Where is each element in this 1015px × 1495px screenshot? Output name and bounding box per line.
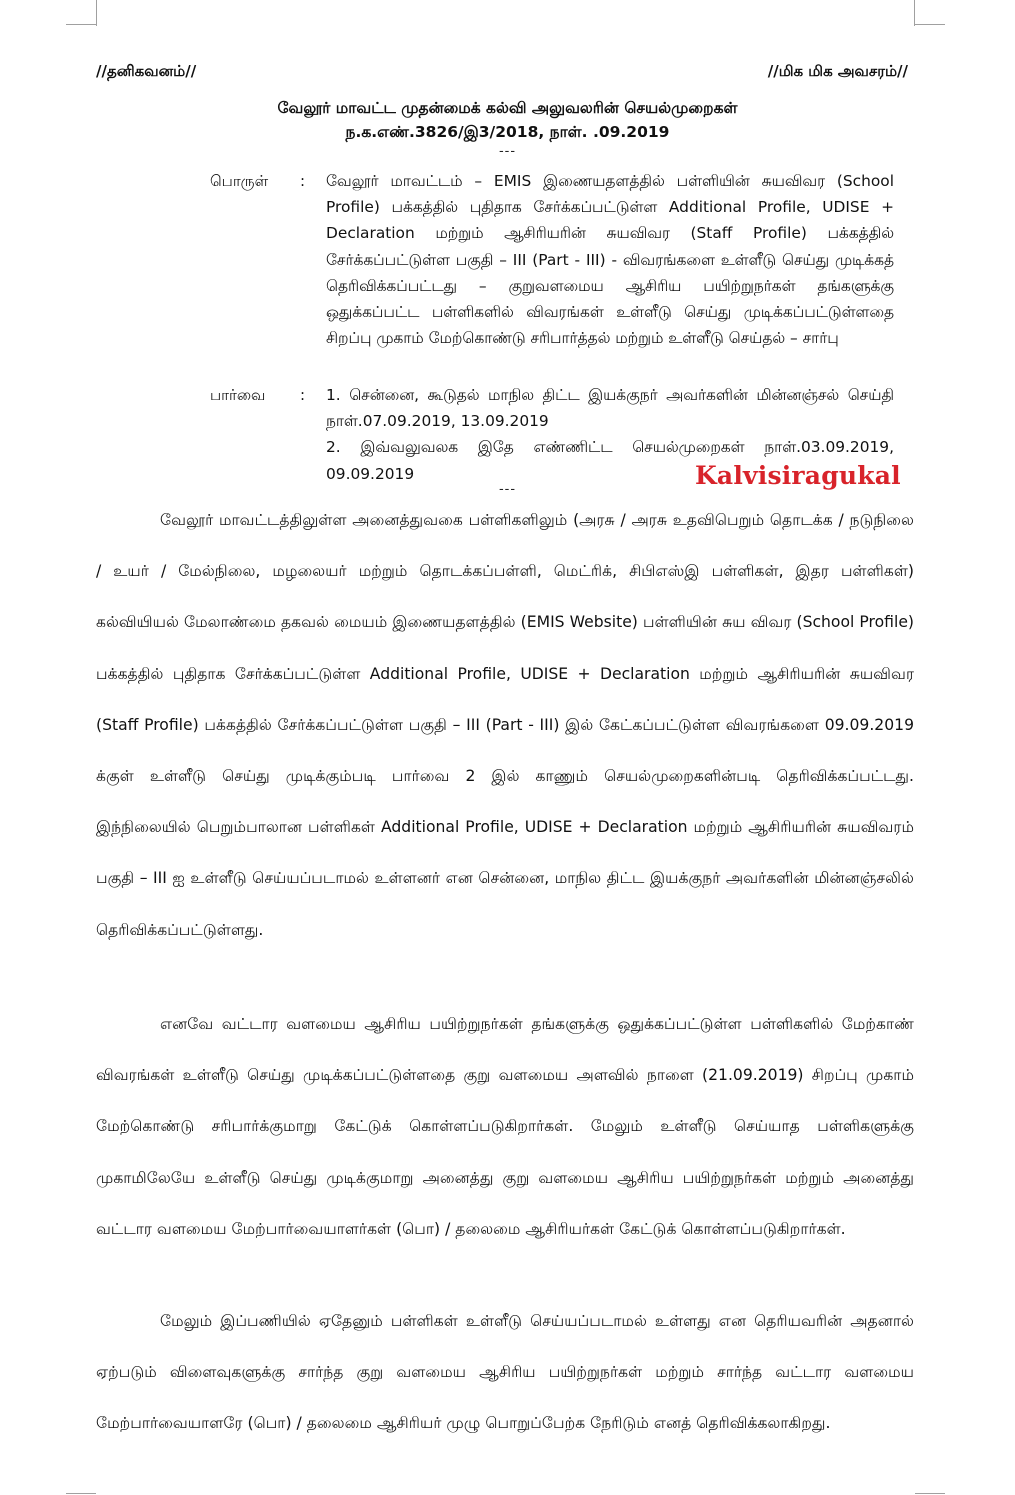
crop-mark-bottom-left-h xyxy=(66,1493,96,1494)
references-colon: : xyxy=(300,386,306,404)
body-paragraph-3: மேலும் இப்பணியில் ஏதேனும் பள்ளிகள் உள்ளீடு செய்யப்படாமல் உள்ளது என தெரியவரின் அதனால் ஏற்படும் விளைவுகளுக்கு சார்ந்த குறு வளமைய ஆசிரிய பயிற்றுநர்கள் மற்றும் சார்ந்த வட்டார வளமைய மேற்பார்வையாளரே (பொ) / தலைமை ஆசிரியர் முழு பொறுப்பேற்க நேரிடும் எனத் தெரிவிக்கலாகிறது. xyxy=(96,1312,914,1433)
crop-mark-top-left-h xyxy=(66,24,96,25)
crop-mark-bottom-right-h xyxy=(915,1493,945,1494)
reference-item-2: 2. இவ்வலுவலக இதே எண்ணிட்ட செயல்முறைகள் நாள்.03.09.2019, 09.09.2019 xyxy=(326,438,894,483)
crop-mark-top-right xyxy=(914,0,915,26)
confidential-tag: //தனிகவனம்// xyxy=(96,62,197,80)
reference-item-1: 1. சென்னை, கூடுதல் மாநில திட்ட இயக்குநர் அவர்களின் மின்னஞ்சல் செய்தி நாள்.07.09.2019, 13.09.2019 xyxy=(326,386,894,431)
references-separator: --- xyxy=(498,482,517,497)
references-label: பார்வை xyxy=(210,386,266,404)
urgent-tag: //மிக மிக அவசரம்// xyxy=(767,62,908,80)
title-separator: --- xyxy=(498,144,517,159)
subject-label: பொருள் xyxy=(210,172,269,190)
office-title: வேலூர் மாவட்ட முதன்மைக் கல்வி அலுவலரின் செயல்முறைகள் xyxy=(277,99,738,117)
body-paragraph-2: எனவே வட்டார வளமைய ஆசிரிய பயிற்றுநர்கள் தங்களுக்கு ஒதுக்கப்பட்டுள்ள பள்ளிகளில் மேற்காண் விவரங்கள் உள்ளீடு செய்து முடிக்கப்பட்டுள்ளதை குறு வளமைய அளவில் நாளை (21.09.2019) சிறப்பு முகாம் மேற்கொண்டு சரிபார்க்குமாறு கேட்டுக் கொள்ளப்படுகிறார்கள். மேலும் உள்ளீடு செய்யாத பள்ளிகளுக்கு முகாமிலேயே உள்ளீடு செய்து முடிக்குமாறு அனைத்து குறு வளமைய ஆசிரிய பயிற்றுநர்கள் மற்றும் அனைத்து வட்டார வளமைய மேற்பார்வையாளர்கள் (பொ) / தலைமை ஆசிரியர்கள் கேட்டுக் கொள்ளப்படுகிறார்கள். xyxy=(96,1015,914,1238)
subject-section xyxy=(210,168,895,368)
crop-mark-top-right-h xyxy=(915,24,945,25)
body-paragraph-1: வேலூர் மாவட்டத்திலுள்ள அனைத்துவகை பள்ளிகளிலும் (அரசு / அரசு உதவிபெறும் தொடக்க / நடுநிலை / உயர் / மேல்நிலை, மழலையர் மற்றும் தொடக்கப்பள்ளி, மெட்ரிக், சிபிஎஸ்இ பள்ளிகள், இதர பள்ளிகள்) கல்வியியல் மேலாண்மை தகவல் மையம் இணையதளத்தில் (EMIS Website) பள்ளியின் சுய விவர (School Profile) பக்கத்தில் புதிதாக சேர்க்கப்பட்டுள்ள Additional Profile, UDISE + Declaration மற்றும் ஆசிரியரின் சுயவிவர (Staff Profile) பக்கத்தில் சேர்க்கப்பட்டுள்ள பகுதி – III (Part - III) இல் கேட்கப்பட்டுள்ள விவரங்களை 09.09.2019 க்குள் உள்ளீடு செய்து முடிக்கும்படி பார்வை 2 இல் காணும் செயல்முறைகளின்படி தெரிவிக்கப்பட்டது. இந்நிலையில் பெறும்பாலான பள்ளிகள் Additional Profile, UDISE + Declaration மற்றும் ஆசிரியரின் சுயவிவரம் பகுதி – III ஐ உள்ளீடு செய்யப்படாமல் உள்ளனர் என சென்னை, மாநில திட்ட இயக்குநர் அவர்களின் மின்னஞ்சலில் தெரிவிக்கப்பட்டுள்ளது. xyxy=(96,511,914,939)
watermark-text: Kalvisiragukal xyxy=(695,461,901,490)
subject-text: வேலூர் மாவட்டம் – EMIS இணையதளத்தில் பள்ளியின் சுயவிவர (School Profile) பக்கத்தில் புதிதாக சேர்க்கப்பட்டுள்ள Additional Profile, UDISE + Declaration மற்றும் ஆசிரியரின் சுயவிவர (Staff Profile) பக்கத்தில் சேர்க்கப்பட்டுள்ள பகுதி – III (Part - III) - விவரங்களை உள்ளீடு செய்து முடிக்கத் தெரிவிக்கப்பட்டது – குறுவளமைய ஆசிரிய பயிற்றுநர்கள் தங்களுக்கு ஒதுக்கப்பட்ட பள்ளிகளில் விவரங்கள் உள்ளீடு செய்து முடிக்கப்பட்டுள்ளதை சிறப்பு முகாம் மேற்கொண்டு சரிபார்த்தல் மற்றும் உள்ளீடு செய்தல் – சார்பு xyxy=(326,172,894,348)
crop-mark-top-left xyxy=(96,0,97,26)
proceedings-title xyxy=(0,96,1015,160)
subject-colon: : xyxy=(300,172,306,190)
reference-number: ந.க.எண்.3826/இ3/2018, நாள். .09.2019 xyxy=(345,123,670,141)
